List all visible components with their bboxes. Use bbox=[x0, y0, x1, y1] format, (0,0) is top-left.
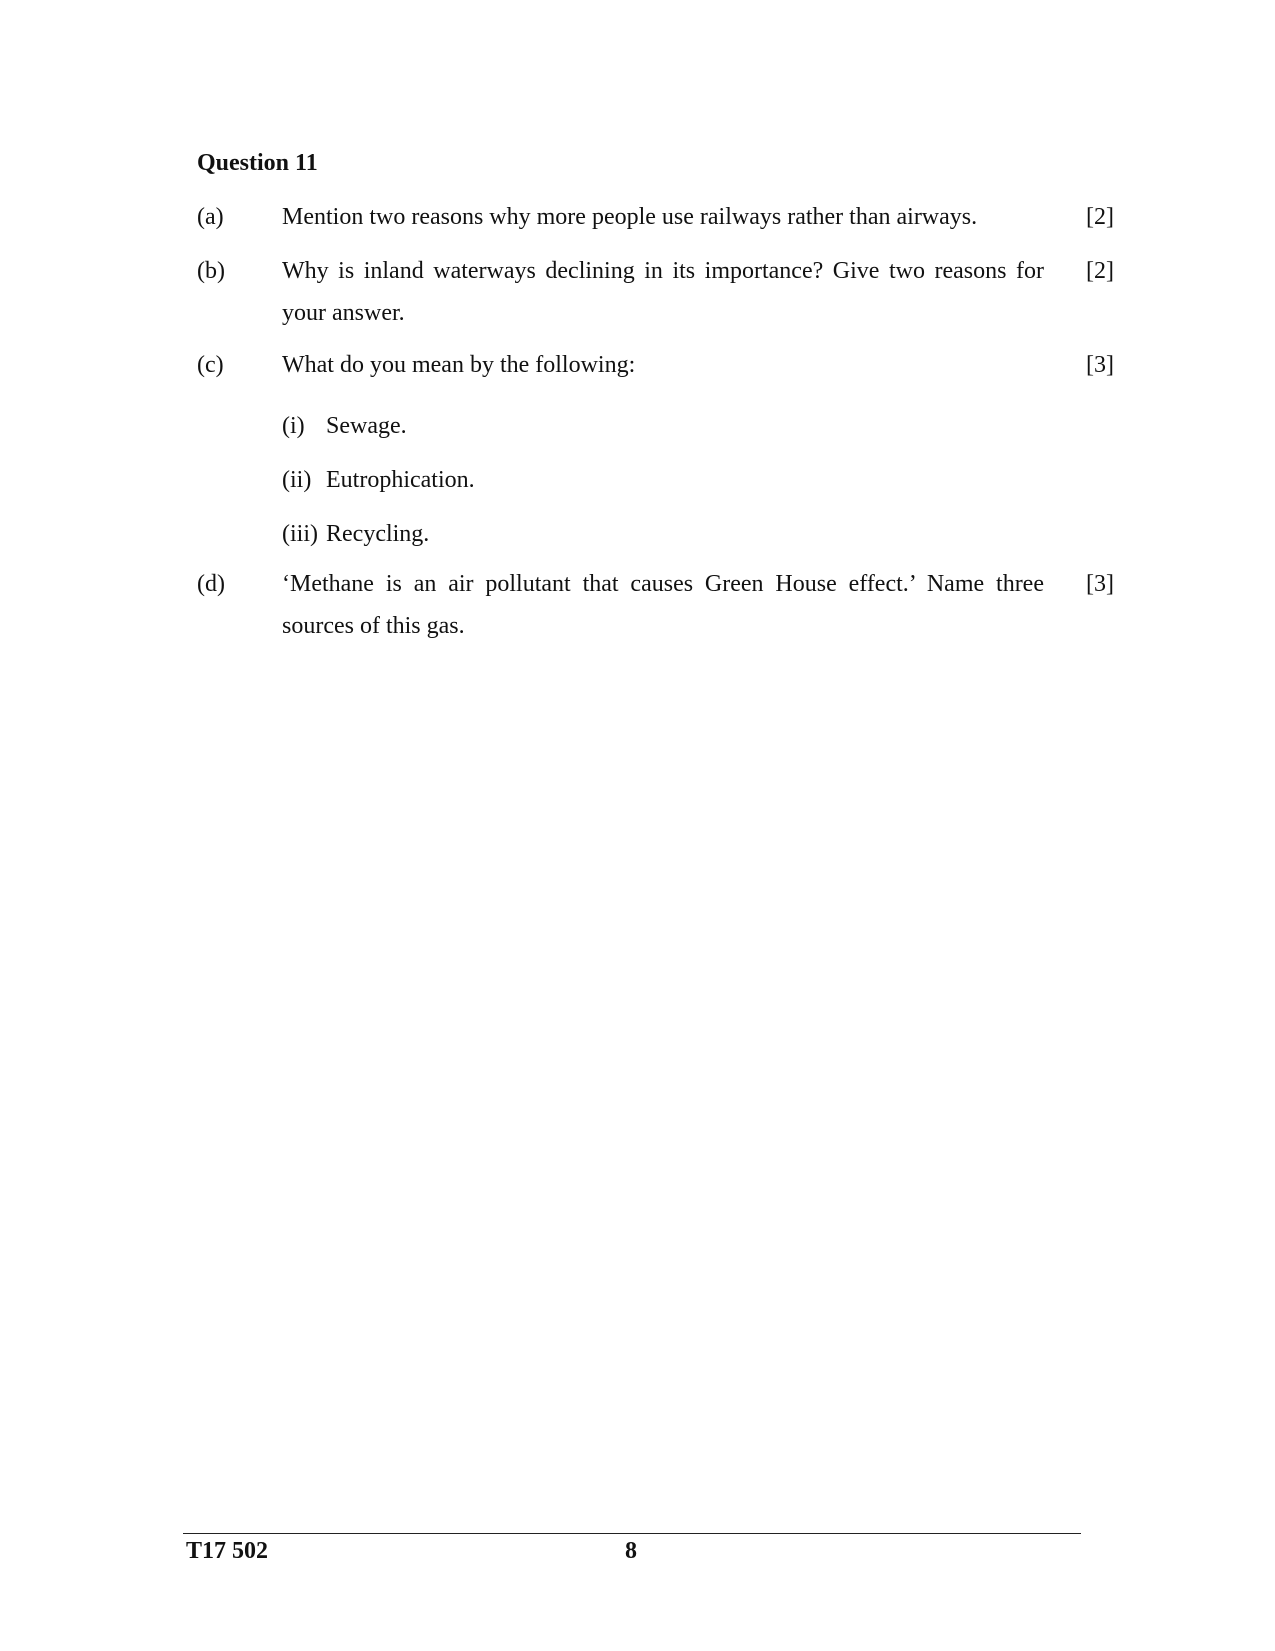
subpart-text: Recycling. bbox=[326, 521, 430, 547]
subpart-ii bbox=[282, 465, 475, 495]
part-marks: [2] bbox=[1086, 204, 1114, 230]
subpart-label: (iii) bbox=[282, 521, 318, 547]
part-label: (a) bbox=[197, 204, 224, 230]
subpart-label: (ii) bbox=[282, 467, 312, 493]
part-marks: [3] bbox=[1086, 571, 1114, 597]
subpart-text: Eutrophication. bbox=[326, 467, 475, 493]
question-title: Question 11 bbox=[197, 150, 318, 176]
part-label: (c) bbox=[197, 352, 224, 378]
part-text: ‘Methane is an air pollutant that causes Green House effect.’ Name three sources of this gas. bbox=[282, 571, 1044, 639]
subpart-label: (i) bbox=[282, 413, 305, 439]
part-label: (d) bbox=[197, 571, 225, 597]
part-text: Why is inland waterways declining in its importance? Give two reasons for your answer. bbox=[282, 258, 1044, 326]
part-marks: [2] bbox=[1086, 258, 1114, 284]
part-label: (b) bbox=[197, 258, 225, 284]
subpart-iii bbox=[282, 519, 429, 549]
part-marks: [3] bbox=[1086, 352, 1114, 378]
paper-code: T17 502 bbox=[186, 1538, 269, 1564]
part-text: Mention two reasons why more people use railways rather than airways. bbox=[282, 204, 978, 230]
subpart-i bbox=[282, 411, 407, 441]
page-number: 8 bbox=[625, 1538, 637, 1564]
subpart-text: Sewage. bbox=[326, 413, 407, 439]
footer-divider bbox=[183, 1533, 1081, 1534]
part-text: What do you mean by the following: bbox=[282, 352, 636, 378]
